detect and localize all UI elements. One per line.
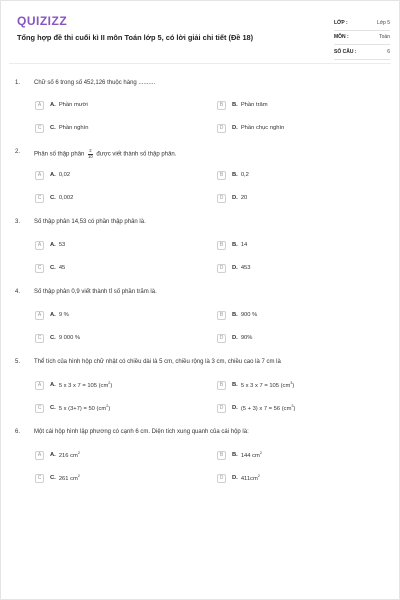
option-box[interactable]: A xyxy=(35,451,44,460)
question-text-after: được viết thành số thập phân. xyxy=(96,151,177,158)
option-letter: D. xyxy=(232,265,238,271)
option-d[interactable] xyxy=(217,403,295,413)
option-text xyxy=(59,404,110,412)
option-text-main: 261 cm xyxy=(58,475,78,482)
option-superscript: 2 xyxy=(106,404,109,409)
option-b[interactable] xyxy=(217,310,257,320)
option-letter: B. xyxy=(232,452,238,458)
option-letter: A. xyxy=(50,242,56,248)
option-superscript: 2 xyxy=(77,451,80,456)
question-number: 4. xyxy=(15,289,21,295)
option-text: Phần chục nghìn xyxy=(240,125,285,131)
option-box[interactable]: D xyxy=(217,334,226,343)
option-letter: C. xyxy=(50,335,56,341)
option-letter: D. xyxy=(232,335,238,341)
option-box[interactable]: B xyxy=(217,381,226,390)
option-text: 9 000 % xyxy=(58,335,81,341)
option-text-end: ) xyxy=(293,405,296,412)
option-box[interactable]: D xyxy=(217,474,226,483)
question-text: Thể tích của hình hộp chữ nhật có chiều dài là 5 cm, chiều rộng là 3 cm, chiều cao là 7 cm là xyxy=(34,359,281,365)
option-box[interactable]: C xyxy=(35,404,44,413)
option-text: 0,002 xyxy=(58,195,74,201)
question-number: 6. xyxy=(15,429,21,435)
option-letter: A. xyxy=(50,382,56,388)
option-text-end: ) xyxy=(110,382,113,389)
option-c[interactable] xyxy=(35,333,80,343)
option-d[interactable] xyxy=(217,193,247,203)
option-text: 9 % xyxy=(58,312,69,318)
option-text-main: (5 + 3) x 7 = 56 (cm xyxy=(240,405,292,412)
option-letter: B. xyxy=(232,172,238,178)
option-box[interactable]: D xyxy=(217,404,226,413)
option-text: Phần trăm xyxy=(240,102,268,108)
option-box[interactable]: D xyxy=(217,124,226,133)
option-c[interactable] xyxy=(35,263,65,273)
option-box[interactable]: D xyxy=(217,194,226,203)
option-letter: A. xyxy=(50,172,56,178)
question-number: 3. xyxy=(15,219,21,225)
option-text xyxy=(241,404,296,412)
option-text: 0,2 xyxy=(240,172,249,178)
option-box[interactable]: A xyxy=(35,311,44,320)
option-a[interactable] xyxy=(35,170,70,180)
option-letter: C. xyxy=(50,265,56,271)
option-text xyxy=(241,381,295,389)
worksheet-meta xyxy=(334,16,390,60)
option-superscript: 2 xyxy=(77,474,80,479)
option-text-end: ) xyxy=(292,382,295,389)
option-letter: B. xyxy=(232,312,238,318)
option-text: 45 xyxy=(58,265,66,271)
option-b[interactable] xyxy=(217,240,247,250)
option-text: 90% xyxy=(240,335,253,341)
option-box[interactable]: A xyxy=(35,171,44,180)
option-letter: C. xyxy=(50,195,56,201)
option-d[interactable] xyxy=(217,263,250,273)
meta-value: Toán xyxy=(379,34,390,41)
option-box[interactable]: C xyxy=(35,264,44,273)
option-letter: B. xyxy=(232,382,238,388)
option-box[interactable]: B xyxy=(217,451,226,460)
quizizz-logo: QUIZIZZ xyxy=(17,14,68,28)
option-text xyxy=(59,474,80,482)
option-c[interactable] xyxy=(35,403,110,413)
option-text: 20 xyxy=(240,195,248,201)
document-title: Tổng hợp đề thi cuối kì II môn Toán lớp 5, có lời giải chi tiết (Đề 18) xyxy=(17,33,254,42)
option-box[interactable]: A xyxy=(35,381,44,390)
question-number: 5. xyxy=(15,359,21,365)
option-a[interactable] xyxy=(35,380,112,390)
option-text-main: 144 cm xyxy=(240,452,260,459)
option-text: 0,02 xyxy=(58,172,71,178)
question-text-before: Phân số thập phân xyxy=(34,151,85,158)
option-text: Phần nghìn xyxy=(58,125,89,131)
option-letter: C. xyxy=(50,125,56,131)
option-a[interactable] xyxy=(35,100,88,110)
question-text: Số thập phân 0,9 viết thành tỉ số phần trăm là. xyxy=(34,289,157,295)
option-box[interactable]: B xyxy=(217,171,226,180)
meta-row-question-count xyxy=(334,45,390,60)
option-d[interactable] xyxy=(217,123,284,133)
option-text-main: 5 x 3 x 7 = 105 (cm xyxy=(58,382,109,389)
meta-value: 6 xyxy=(387,48,390,55)
option-text-main: 216 cm xyxy=(58,452,78,459)
option-text xyxy=(241,474,260,482)
option-text: 900 % xyxy=(240,312,258,318)
option-letter: C. xyxy=(50,405,56,411)
option-a[interactable] xyxy=(35,450,80,460)
option-superscript: 3 xyxy=(291,404,294,409)
option-superscript: 2 xyxy=(259,451,262,456)
option-c[interactable] xyxy=(35,193,73,203)
fraction-numerator: 2 xyxy=(89,148,92,153)
option-superscript: 3 xyxy=(290,381,293,386)
option-box[interactable]: A xyxy=(35,101,44,110)
meta-label: LỚP : xyxy=(334,19,348,26)
option-text: 453 xyxy=(240,265,251,271)
option-text xyxy=(241,451,262,459)
question-number: 1. xyxy=(15,80,21,86)
option-text-end: ) xyxy=(108,405,111,412)
header-divider xyxy=(9,63,391,64)
option-box[interactable]: A xyxy=(35,241,44,250)
option-letter: D. xyxy=(232,475,238,481)
option-text: 53 xyxy=(58,242,66,248)
fraction-denominator: 10 xyxy=(88,153,93,159)
option-letter: A. xyxy=(50,102,56,108)
option-letter: B. xyxy=(232,102,238,108)
option-box[interactable]: D xyxy=(217,264,226,273)
option-b[interactable] xyxy=(217,100,268,110)
option-box[interactable]: B xyxy=(217,311,226,320)
meta-row-class xyxy=(334,16,390,31)
option-superscript: 2 xyxy=(108,381,111,386)
option-box[interactable]: B xyxy=(217,241,226,250)
option-text: 14 xyxy=(240,242,248,248)
option-c[interactable] xyxy=(35,123,88,133)
question-text: Một cái hộp hình lập phương có cạnh 6 cm. Diện tích xung quanh của cái hộp là: xyxy=(34,429,249,435)
question-text: Chữ số 6 trong số 452,126 thuộc hàng .......... xyxy=(34,80,156,86)
option-box[interactable]: C xyxy=(35,334,44,343)
option-text-main: 5 x 3 x 7 = 105 (cm xyxy=(240,382,291,389)
option-letter: B. xyxy=(232,242,238,248)
option-letter: D. xyxy=(232,405,238,411)
option-box[interactable]: C xyxy=(35,124,44,133)
option-letter: D. xyxy=(232,195,238,201)
option-text: Phần mười xyxy=(58,102,88,108)
option-b[interactable] xyxy=(217,450,262,460)
option-a[interactable] xyxy=(35,240,65,250)
meta-row-subject xyxy=(334,31,390,46)
option-letter: D. xyxy=(232,125,238,131)
option-a[interactable] xyxy=(35,310,69,320)
question-text: Số thập phân 14,53 có phần thập phân là. xyxy=(34,219,146,225)
option-c[interactable] xyxy=(35,473,80,483)
option-letter: A. xyxy=(50,312,56,318)
option-superscript: 2 xyxy=(257,474,260,479)
fraction xyxy=(88,149,93,159)
option-text-main: 411cm xyxy=(240,475,258,482)
question-number: 2. xyxy=(15,149,21,155)
option-d[interactable] xyxy=(217,473,260,483)
option-text xyxy=(59,381,113,389)
option-box[interactable]: B xyxy=(217,101,226,110)
option-d[interactable] xyxy=(217,333,252,343)
meta-label: MÔN : xyxy=(334,34,349,41)
meta-label: SỐ CÂU : xyxy=(334,48,357,55)
option-b[interactable] xyxy=(217,170,249,180)
option-box[interactable]: C xyxy=(35,474,44,483)
option-box[interactable]: C xyxy=(35,194,44,203)
option-letter: A. xyxy=(50,452,56,458)
option-letter: C. xyxy=(50,475,56,481)
option-text xyxy=(59,451,80,459)
option-b[interactable] xyxy=(217,380,294,390)
meta-value: Lớp 5 xyxy=(376,19,390,26)
option-text-main: 5 x (3+7) = 50 (cm xyxy=(58,405,107,412)
question-text xyxy=(34,149,176,159)
